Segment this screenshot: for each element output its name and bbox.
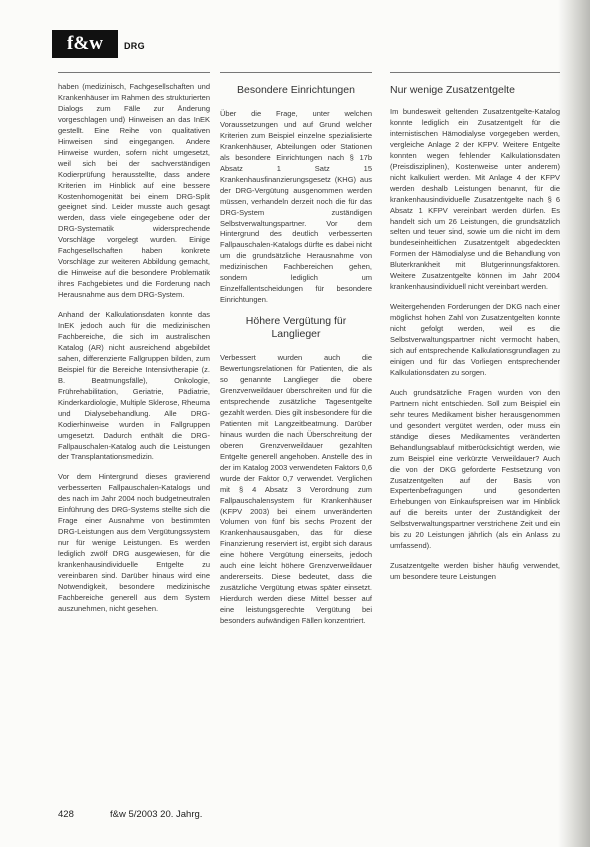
page-number: 428 xyxy=(58,809,74,820)
paragraph: haben (medizinisch, Fachgesellschaften und Krankenhäuser im Rahmen des strukturierten Dialogs zum Fälle zur Änderung vorgeschlagen und) Hinweisen an das InEK gestellt. Eine Reihe von qualitativen Hinweisen sind eingegangen. Andere Hinweise wurden, sofern nicht umgesetzt, weil sich bei der sachverständigen Kodierprüfung herausstellte, dass andere Kriterien im Hinblick auf eine bessere Kostenhomogenität bei einem DRG-Split geeignet sind. Leider musste auch gesagt werden, dass viele eingegebene oder der DRG-Systematik widersprechende Vorschläge vorgelegt wurden. Einige Fachgesellschaften haben konkrete Vorschläge zur weiteren Abbildung gemacht, die Hinweise auf die besondere Problematik ihres Fachgebietes und die Forderung nach Herausnahme aus dem DRG-System. xyxy=(58,82,210,300)
section-heading-zusatzentgelte: Nur wenige Zusatzentgelte xyxy=(390,84,515,96)
paragraph: Verbessert wurden auch die Bewertungsrelationen für Patienten, die als so genannte Langlieger die obere Grenzverweildauer überschreiten und für die entsprechende zusätzliche Tagesentgelte gezahlt werden. Dies gilt insbesondere für die Patienten mit Langzeitbeatmung. Darüber hinaus wurden die nach Überschreitung der oberen Grenzverweildauer gezahlten Entgelte generell angehoben. Anstelle des in der im Katalog 2003 verwendeten Faktors 0,6 wurde der Faktor 0,7 verwendet. Verglichen mit § 4 Absatz 3 Verordnung zum Fallpauschalensystem für Krankenhäuser (KFPV 2003) bei einem unveränderten Volumen von fünf bis sechs Prozent der Krankenhausausgaben, das für diese Finanzierung reserviert ist, ergibt sich daraus eine höhere Vergütung einerseits, jedoch auch eine leicht höhere Grenzverweildauer andererseits. Diese bedeutet, dass die zusätzliche Vergütung etwas später einsetzt. Hierdurch werden diese Mittel besser auf eine leistungsgerechte Vergütung bei besonders aufwändigen Fällen konzentriert. xyxy=(220,353,372,626)
column-rule-left xyxy=(58,72,210,73)
paragraph: Im bundesweit geltenden Zusatzentgelte-Katalog konnte lediglich ein Zusatzentgelt für die internistischen Hämodialyse vorgegeben werden, vergleiche Anlage 2 der KFPV. Weitere Entgelte konnten wegen fehlender Kalkulationsdaten (Preisdisziplinen), Kostenweise unter anderem) nicht kalkuliert werden. Mit Anlage 4 der KFPV werden deshalb Leistungen benannt, für die krankenhausindividuelle Zusatzentgelte nach § 6 Absatz 1 KFPV vereinbart werden dürfen. Es handelt sich um 26 Leistungen, die grundsätzlich selten und teuer sind, sowie um die nicht im dem bundeseinheitlichen Zusatzentgelt abgedeckten Formen der Hämodialyse und die Behandlung von Bluterkrankheit mit Blutgerinnungsfaktoren. Weitere Zusatzentgelte können im Jahr 2004 krankenhausindividuell nicht vereinbart werden. xyxy=(390,107,560,292)
paragraph: Anhand der Kalkulationsdaten konnte das InEK jedoch auch für die medizinischen Fachbereiche, die sich im australischen Katalog (AR) nicht ausreichend abgebildet sahen, differenzierte Fallgruppen bilden, zum Beispiel für die Bereiche Intensivtherapie (z. B. Beatmungsfälle), Onkologie, Frührehabilitation, Geriatrie, Pädiatrie, Kinderkardiologie, Multiple Sklerose, Rheuma und Dialysebehandlung. Alle DRG-Kodierhinweise wurden in Fallgruppen umgesetzt. Dadurch enthält die DRG-Fallpauschalen-Katalog auch die Leistungen der Transplantationsmedizin. xyxy=(58,310,210,462)
paragraph: Weitergehenden Forderungen der DKG nach einer möglichst hohen Zahl von Zusatzentgelten konnte nicht gefolgt werden, weil es die Selbstverwaltungspartner nicht vermocht haben, sich auf entsprechende Kalkulationsgrundlagen zu einigen und für das Vorliegen entsprechender Kalkulationsdaten zu sorgen. xyxy=(390,302,560,377)
text-column-left xyxy=(58,82,210,832)
paragraph: Vor dem Hintergrund dieses gravierend verbesserten Fallpauschalen-Katalogs und des nach im Jahr 2004 noch budgetneutralen Einführung des DRG-Systems stellte sich die Frage einer Ausnahme von bestimmten DRG-Leistungen aus dem Vergütungssystem nur für wenige Leistungen. Es werden lediglich zwölf DRG ausgewiesen, für die krankenhausindividuelle Entgelte zu vereinbaren sind. Darüber hinaus wird eine Notwendigkeit, besondere medizinische Fachbereiche generell aus dem System auszunehmen, nicht gesehen. xyxy=(58,472,210,613)
paragraph: Über die Frage, unter welchen Voraussetzungen und auf Grund welcher Kriterien zum Beispiel einzelne spezialisierte Krankenhäuser, Abteilungen oder Stationen als besondere Einrichtungen nach § 17b Absatz 1 Satz 15 Krankenhausfinanzierungsgesetz (KHG) aus der DRG-Vergütung ausgenommen werden müssen, verhandeln derzeit noch die für das DRG-System zuständigen Selbstverwaltungspartner. Vor dem Hintergrund des deutlich verbesserten Fallpauschalen-Katalogs dürfte es dabei nicht um die grundsätzliche Herausnahme von medizinischen Fachbereichen gehen, sondern lediglich um Einzelfallentscheidungen für besondere Einrichtungen. xyxy=(220,109,372,305)
text-column-right xyxy=(390,82,560,832)
text-column-middle xyxy=(220,82,372,832)
column-rule-middle xyxy=(220,72,372,73)
paragraph: Auch grundsätzliche Fragen wurden von den Partnern nicht entschieden. Soll zum Beispiel ein sehr teures Medikament bisher herausgenommen und gesondert vergütet werden, oder muss ein ständige dieses Medikamentes veränderten Behandlungsablauf mitberücksichtigt werden, wie zum Beispiel eine verkürzte Verweildauer? Auch die von der DKG geforderte Festsetzung von Zusatzentgelten auf der Basis von Expertenbefragungen und gesonderten Erhebungen von Einkaufspreisen war im Hinblick auf die bereits unter der Zuständigkeit der Selbstverwaltungspartner verstrichene Zeit und ein bis zu 20 Leistungen jährlich (als ein Anlass zu umfassend). xyxy=(390,387,560,551)
paragraph: Zusatzentgelte werden bisher häufig verwendet, um besondere teure Leistungen xyxy=(390,561,560,582)
journal-info: f&w 5/2003 20. Jahrg. xyxy=(110,809,203,820)
section-heading-besondere-einrichtungen: Besondere Einrichtungen xyxy=(237,84,355,96)
page-binding-shadow xyxy=(558,0,590,847)
section-heading-langlieger: Höhere Vergütung für Langlieger xyxy=(245,315,347,341)
journal-logo: f&w xyxy=(52,30,118,58)
section-tag: DRG xyxy=(124,41,145,51)
column-rule-right xyxy=(390,72,560,73)
